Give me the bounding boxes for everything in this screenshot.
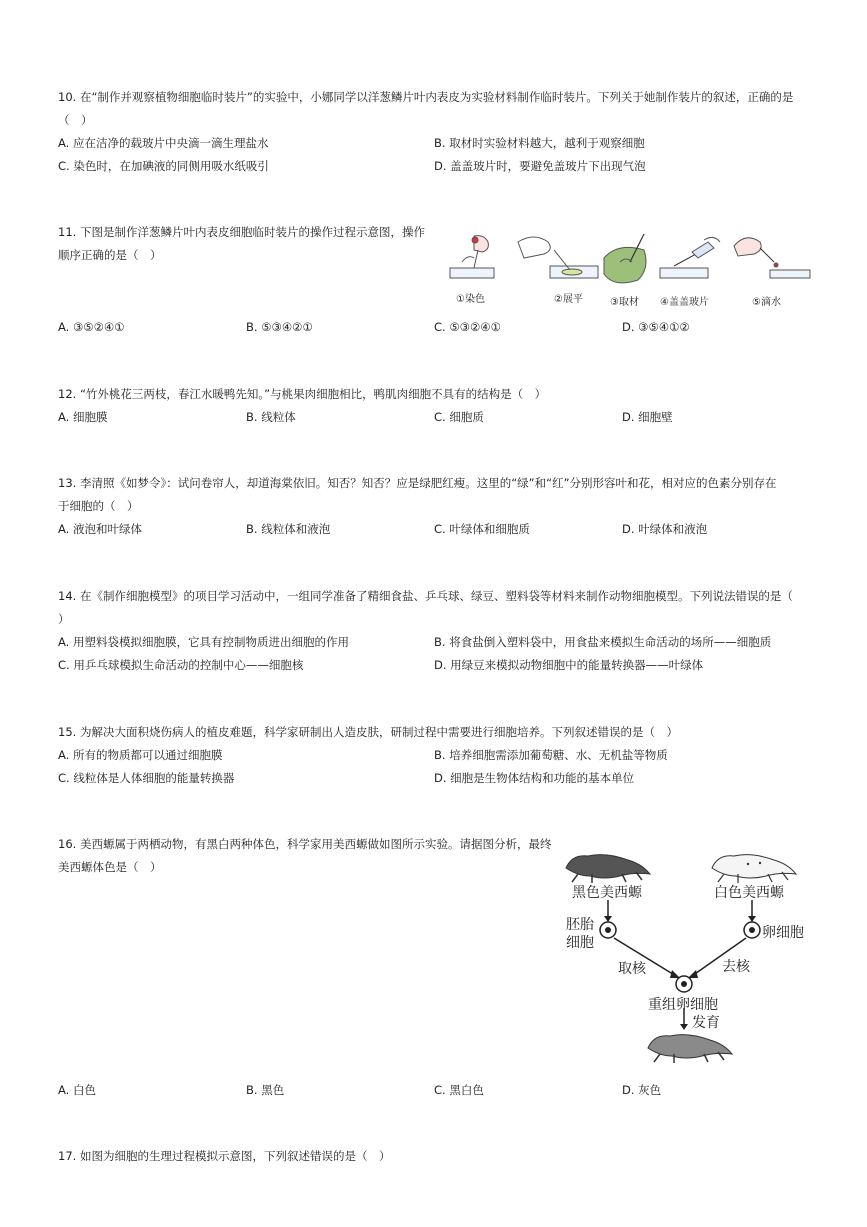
- q16-stem-line1: 16. 美西螈属于两栖动物，有黑白两种体色，科学家用美西螈做如图所示实验。请据图分析，最终: [58, 837, 552, 851]
- q14-option-a[interactable]: A. 用塑料袋模拟细胞膜，它具有控制物质进出细胞的作用: [58, 635, 349, 649]
- water-drop-illustration: [734, 238, 810, 278]
- q15-option-c[interactable]: C. 线粒体是人体细胞的能量转换器: [58, 771, 235, 785]
- q11-procedure-figure: [444, 232, 814, 312]
- black-axolotl-icon: [566, 855, 650, 883]
- q11-option-d[interactable]: D. ③⑤④①②: [622, 320, 690, 334]
- q13-option-d[interactable]: D. 叶绿体和液泡: [622, 522, 708, 536]
- axolotl-nuclear-transfer-diagram: [556, 838, 816, 1074]
- white-axolotl-label: 白色美西螈: [714, 885, 784, 901]
- q11-option-c[interactable]: C. ⑤③②④①: [434, 320, 501, 334]
- take-nucleus-label: 取核: [618, 961, 646, 977]
- q14-option-b[interactable]: B. 将食盐倒入塑料袋中，用食盐来模拟生命活动的场所——细胞质: [434, 635, 772, 649]
- q13-stem-line2: 于细胞的（ ）: [58, 499, 139, 513]
- q11-stem-line1: 11. 下图是制作洋葱鳞片叶内表皮细胞临时装片的操作过程示意图，操作: [58, 225, 425, 239]
- q10-stem-line1: 10. 在“制作并观察植物细胞临时装片”的实验中，小娜同学以洋葱鳞片叶内表皮为实验材料制作临时装片。下列关于她制作装片的叙述，正确的是: [58, 90, 794, 104]
- q12-option-d[interactable]: D. 细胞壁: [622, 410, 673, 424]
- q13-option-c[interactable]: C. 叶绿体和细胞质: [434, 522, 530, 536]
- figure-label-flattening: ②展平: [554, 294, 583, 305]
- staining-illustration: [450, 236, 494, 278]
- q16-option-a[interactable]: A. 白色: [58, 1083, 96, 1097]
- q15-option-b[interactable]: B. 培养细胞需添加葡萄糖、水、无机盐等物质: [434, 748, 668, 762]
- q11-option-a[interactable]: A. ③⑤②④①: [58, 320, 125, 334]
- taking-material-illustration: [604, 234, 646, 283]
- q10-option-c[interactable]: C. 染色时，在加碘液的同侧用吸水纸吸引: [58, 159, 269, 173]
- recombined-egg-icon: [676, 976, 692, 992]
- q11-option-b[interactable]: B. ⑤③④②①: [246, 320, 313, 334]
- remove-nucleus-label: 去核: [722, 959, 750, 975]
- q11-stem-line2: 顺序正确的是（ ）: [58, 248, 162, 262]
- q13-option-a[interactable]: A. 液泡和叶绿体: [58, 522, 142, 536]
- q10-option-b[interactable]: B. 取材时实验材料越大，越利于观察细胞: [434, 136, 645, 150]
- q15-stem: 15. 为解决大面积烧伤病人的植皮难题，科学家研制出人造皮肤，研制过程中需要进行细胞培养。下列叙述错误的是（ ）: [58, 725, 678, 739]
- develop-label: 发育: [692, 1015, 720, 1031]
- q10-option-d[interactable]: D. 盖盖玻片时，要避免盖玻片下出现气泡: [434, 159, 646, 173]
- figure-label-taking: ③取材: [610, 297, 639, 308]
- q10-option-a[interactable]: A. 应在洁净的载玻片中央滴一滴生理盐水: [58, 136, 269, 150]
- q15-option-d[interactable]: D. 细胞是生物体结构和功能的基本单位: [434, 771, 635, 785]
- embryo-cell-icon: [600, 922, 616, 938]
- embryo-label-1: 胚胎: [566, 917, 594, 933]
- coverslip-illustration: [660, 237, 720, 278]
- flattening-illustration: [518, 237, 598, 278]
- q16-option-b[interactable]: B. 黑色: [246, 1083, 285, 1097]
- figure-label-staining: ①染色: [456, 294, 485, 305]
- q15-option-a[interactable]: A. 所有的物质都可以通过细胞膜: [58, 748, 223, 762]
- q12-stem: 12. “竹外桃花三两枝，春江水暖鸭先知。”与桃果肉细胞相比，鸭肌肉细胞不具有的结构是（ ）: [58, 387, 547, 401]
- egg-cell-icon: [744, 922, 760, 938]
- q13-stem-line1: 13. 李清照《如梦令》：试问卷帘人，却道海棠依旧。知否？知否？应是绿肥红瘦。这里的“绿”和“红”分别形容叶和花，相对应的色素分别存在: [58, 476, 777, 490]
- q12-option-c[interactable]: C. 细胞质: [434, 410, 484, 424]
- q17-stem: 17. 如图为细胞的生理过程模拟示意图，下列叙述错误的是（ ）: [58, 1149, 391, 1163]
- q10-stem-line2: （ ）: [58, 113, 93, 127]
- q16-option-d[interactable]: D. 灰色: [622, 1083, 662, 1097]
- q14-stem-line2: ）: [58, 612, 70, 626]
- result-axolotl-icon: [648, 1035, 732, 1063]
- q14-stem-line1: 14. 在《制作细胞模型》的项目学习活动中，一组同学准备了精细食盐、乒乓球、绿豆、塑料袋等材料来制作动物细胞模型。下列说法错误的是（: [58, 589, 793, 603]
- q12-option-a[interactable]: A. 细胞膜: [58, 410, 108, 424]
- figure-label-water: ⑤滴水: [752, 297, 781, 308]
- embryo-label-2: 细胞: [566, 935, 594, 951]
- q16-option-c[interactable]: C. 黑白色: [434, 1083, 484, 1097]
- q13-option-b[interactable]: B. 线粒体和液泡: [246, 522, 331, 536]
- q14-option-d[interactable]: D. 用绿豆来模拟动物细胞中的能量转换器——叶绿体: [434, 658, 704, 672]
- figure-label-coverslip: ④盖盖玻片: [660, 297, 709, 308]
- recombined-egg-label: 重组卵细胞: [648, 997, 718, 1013]
- black-axolotl-label: 黑色美西螈: [572, 885, 642, 901]
- q16-stem-line2: 美西螈体色是（ ）: [58, 860, 162, 874]
- q12-option-b[interactable]: B. 线粒体: [246, 410, 296, 424]
- q14-option-c[interactable]: C. 用乒乓球模拟生命活动的控制中心——细胞核: [58, 658, 304, 672]
- white-axolotl-icon: [712, 855, 796, 883]
- egg-cell-label: 卵细胞: [762, 925, 804, 941]
